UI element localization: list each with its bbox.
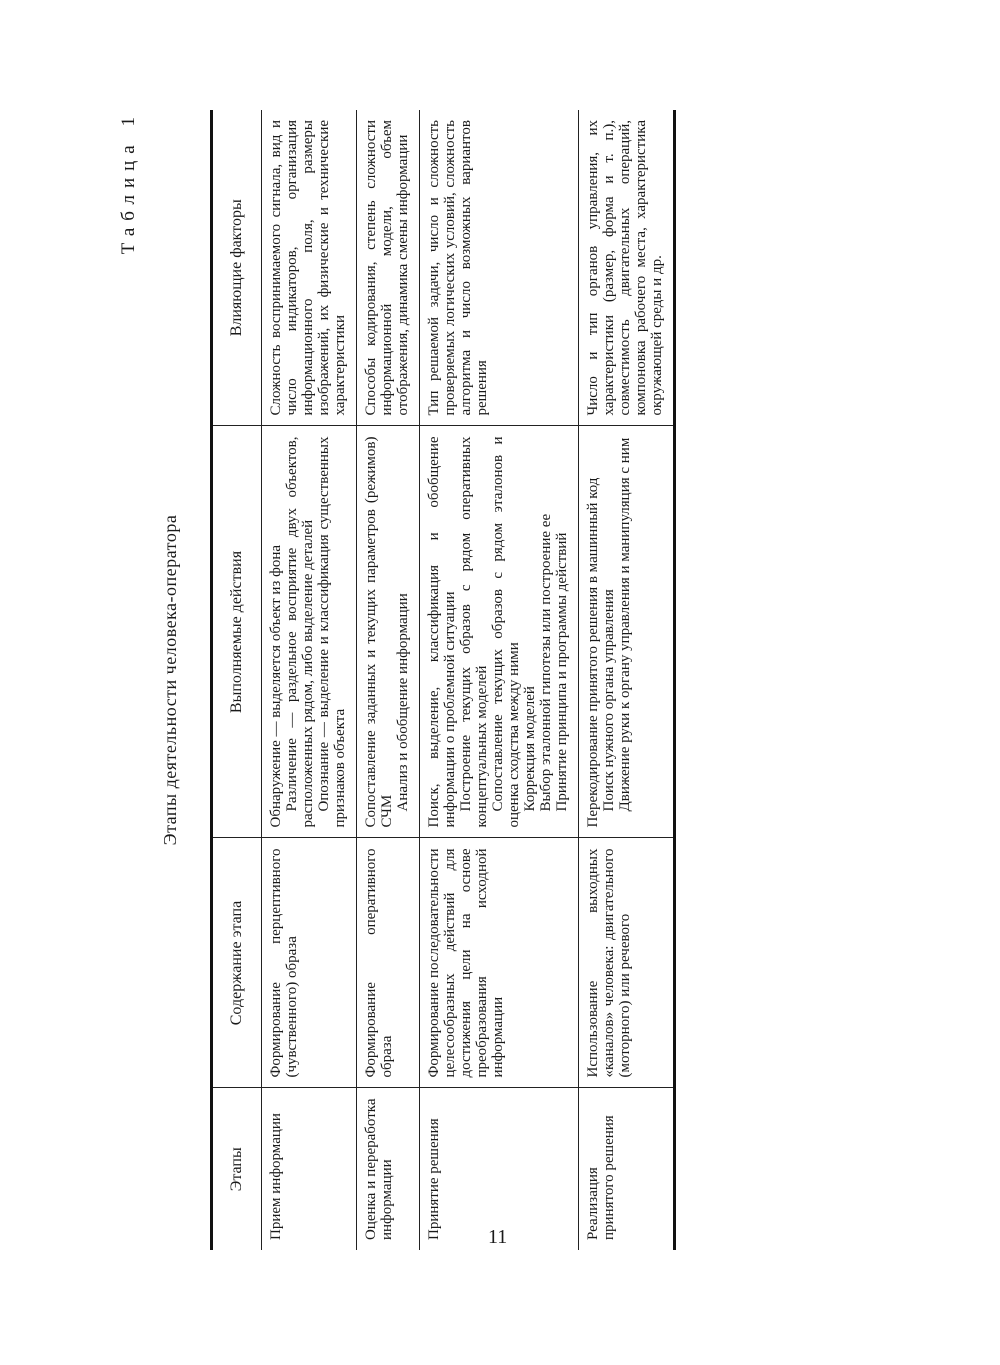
- table-row: [579, 110, 675, 1250]
- action-item: Перекодирование принятого решения в машинный код: [585, 477, 601, 828]
- cell-content: Формирование оперативного образа: [357, 838, 420, 1088]
- page-number: 11: [488, 1226, 508, 1248]
- action-item: Поиск, выделение, классификация и обобщение информации о проблемной ситуации: [426, 436, 458, 828]
- cell-stage: Принятие решения: [420, 1088, 579, 1250]
- cell-actions: [262, 426, 357, 838]
- cell-stage: Реализация принятого решения: [579, 1088, 675, 1250]
- action-item: Построение текущих образов с рядом оперативных концептуальных моделей: [458, 436, 490, 828]
- action-item: Обнаружение — выделяется объект из фона: [268, 544, 284, 828]
- table-row: [420, 110, 579, 1250]
- cell-content: Использование выходных «каналов» человека: двигательного (моторного) или речевого: [579, 838, 675, 1088]
- action-item: Принятие принципа и программы действий: [554, 532, 570, 812]
- cell-factors: Число и тип органов управления, их характеристики (размер, форма и т. п.), совместимость двигательных операций, компоновка рабочего места, характеристика окружающей среды и др.: [579, 110, 675, 426]
- action-item: Различение — раздельное восприятие двух объектов, расположенных рядом, либо выделение деталей: [284, 436, 316, 828]
- action-item: Поиск нужного органа управления: [601, 589, 617, 812]
- table-row: [357, 110, 420, 1250]
- action-item: Коррекция моделей: [522, 686, 538, 812]
- cell-stage: Прием информации: [262, 1088, 357, 1250]
- cell-content: Формирование перцептивного (чувственного) образа: [262, 838, 357, 1088]
- header-stage: Этапы: [212, 1088, 262, 1250]
- header-factors: Влияющие факторы: [212, 110, 262, 426]
- cell-actions: [579, 426, 675, 838]
- action-item: Сопоставление заданных и текущих параметров (режимов) СЧМ: [363, 436, 395, 828]
- stages-table: [210, 110, 676, 1250]
- action-item: Сопоставление текущих образов с рядом эталонов и оценка сходства между ними: [490, 436, 522, 828]
- cell-actions: [420, 426, 579, 838]
- cell-factors: Тип решаемой задачи, число и сложность проверяемых логических условий, сложность алгоритма и число возможных вариантов решения: [420, 110, 579, 426]
- table-header-row: [212, 110, 262, 1250]
- cell-actions: [357, 426, 420, 838]
- action-item: Анализ и обобщение информации: [395, 593, 411, 812]
- action-item: Выбор эталонной гипотезы или построение ее: [538, 513, 554, 812]
- table-row: [262, 110, 357, 1250]
- action-item: Опознание — выделение и классификация существенных признаков объекта: [316, 436, 348, 828]
- header-content: Содержание этапа: [212, 838, 262, 1088]
- header-actions: Выполняемые действия: [212, 426, 262, 838]
- table-label: Таблица 1: [118, 110, 139, 255]
- table-title: Этапы деятельности человека-оператора: [160, 514, 180, 846]
- cell-factors: Сложность воспринимаемого сигнала, вид и число индикаторов, организация информационного поля, размеры изображений, их физические и технические характеристики: [262, 110, 357, 426]
- cell-factors: Способы кодирования, степень сложности информационной модели, объем отображения, динамика смены информации: [357, 110, 420, 426]
- rotated-page-content: [120, 110, 820, 1250]
- cell-stage: Оценка и переработка информации: [357, 1088, 420, 1250]
- action-item: Движение руки к органу управления и манипуляция с ним: [617, 437, 633, 812]
- cell-content: Формирование последовательности целесообразных действий для достижения цели на основе преобразования исходной информации: [420, 838, 579, 1088]
